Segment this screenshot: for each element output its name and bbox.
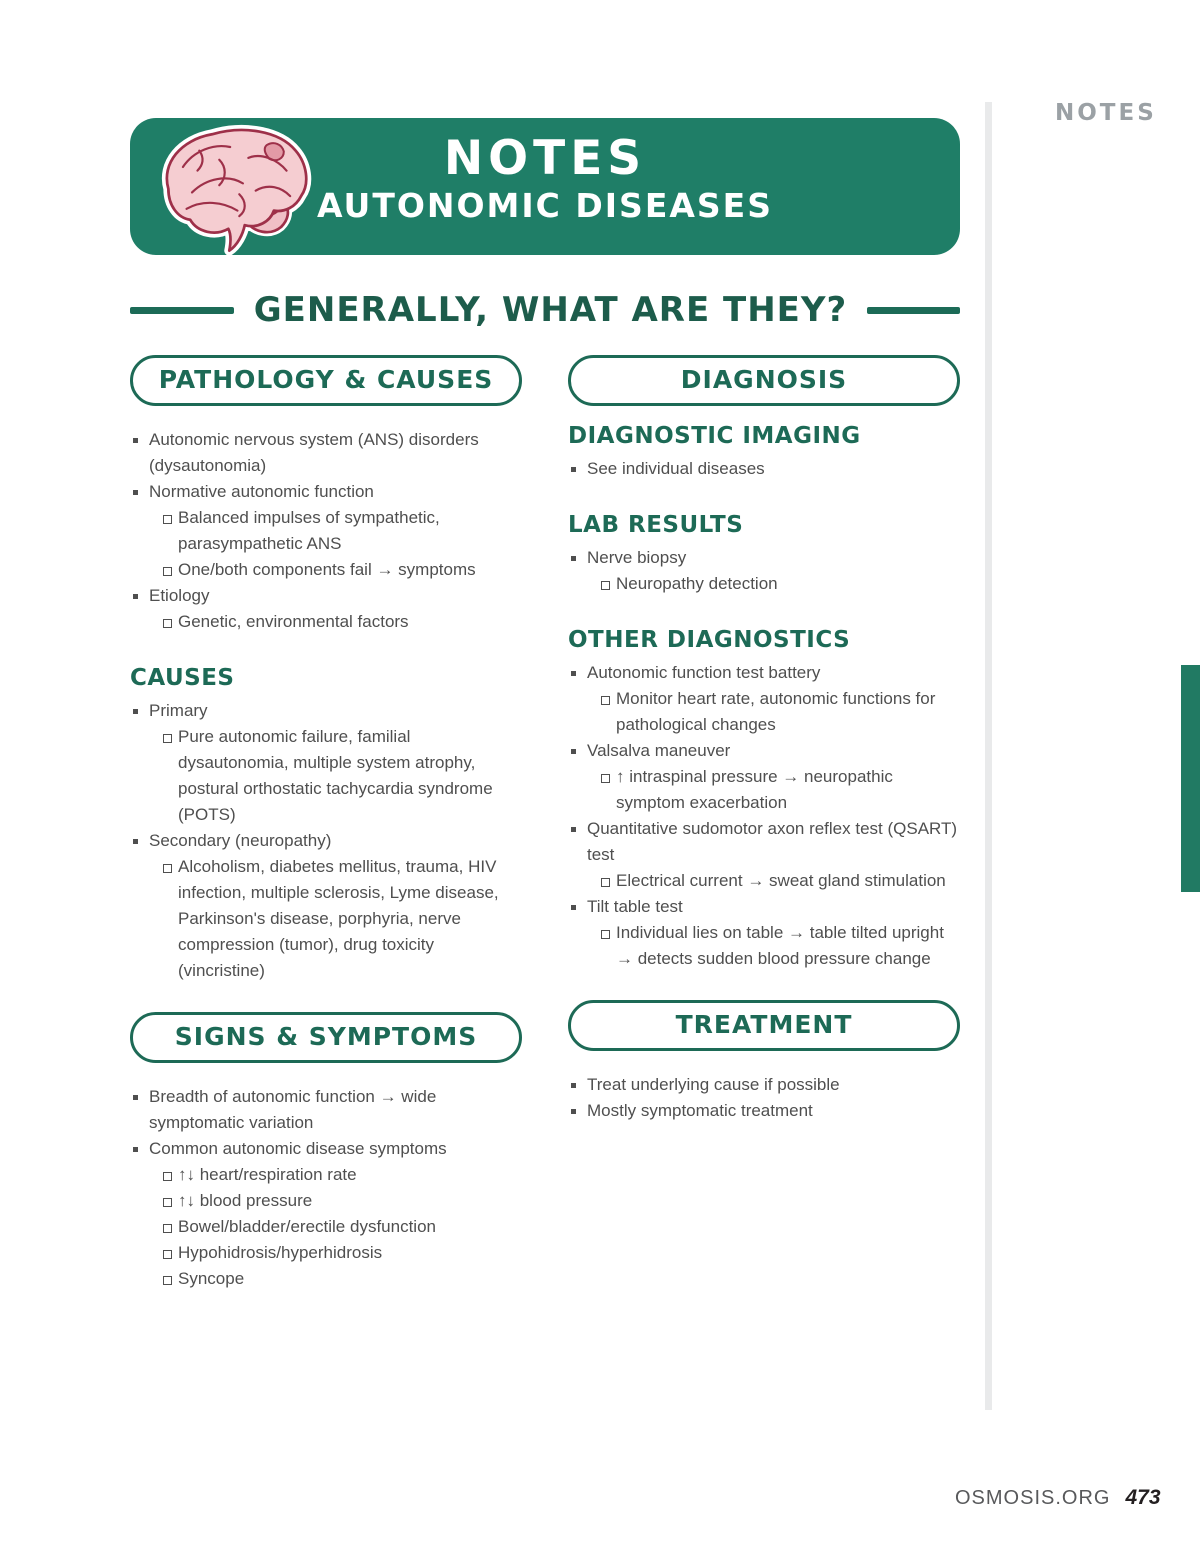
right-column [568, 355, 960, 1292]
list-item: ↑↓ blood pressure [130, 1188, 522, 1214]
list-item: Genetic, environmental factors [130, 609, 522, 635]
list-item: Primary [130, 698, 522, 724]
banner-subtitle: AUTONOMIC DISEASES [317, 186, 773, 226]
heading-rule-right [867, 307, 960, 314]
treatment-header: TREATMENT [568, 1000, 960, 1051]
causes-list [130, 698, 522, 984]
list-item: ↑↓ heart/respiration rate [130, 1162, 522, 1188]
list-item: Quantitative sudomotor axon reflex test (QSART) test [568, 816, 960, 868]
list-item: Valsalva maneuver [568, 738, 960, 764]
notes-banner [130, 118, 960, 255]
list-item: Autonomic nervous system (ANS) disorders (dysautonomia) [130, 427, 522, 479]
list-item: Etiology [130, 583, 522, 609]
list-item: Secondary (neuropathy) [130, 828, 522, 854]
diagnosis-header: DIAGNOSIS [568, 355, 960, 406]
pathology-causes-header: PATHOLOGY & CAUSES [130, 355, 522, 406]
causes-subheader: CAUSES [130, 665, 235, 691]
list-item: Nerve biopsy [568, 545, 960, 571]
list-item: Autonomic function test battery [568, 660, 960, 686]
signs-symptoms-list [130, 1084, 522, 1292]
list-item: Normative autonomic function [130, 479, 522, 505]
list-item: Balanced impulses of sympathetic, parasympathetic ANS [130, 505, 522, 557]
footer-page-number: 473 [1125, 1486, 1161, 1509]
banner-text [130, 131, 960, 226]
section-tab-marker [1181, 665, 1200, 892]
list-item: Bowel/bladder/erectile dysfunction [130, 1214, 522, 1240]
list-item: Individual lies on table → table tilted upright → detects sudden blood pressure change [568, 920, 960, 972]
list-item: Monitor heart rate, autonomic functions for pathological changes [568, 686, 960, 738]
other-diagnostics-subheader: OTHER DIAGNOSTICS [568, 627, 851, 653]
list-item: Tilt table test [568, 894, 960, 920]
left-column [130, 355, 522, 1292]
footer-site-name: OSMOSIS.ORG [955, 1487, 1111, 1509]
list-item: Mostly symptomatic treatment [568, 1098, 960, 1124]
lab-results-subheader: LAB RESULTS [568, 512, 744, 538]
columns [130, 355, 960, 1292]
heading-rule-left [130, 307, 234, 314]
list-item: Hypohidrosis/hyperhidrosis [130, 1240, 522, 1266]
signs-symptoms-header: SIGNS & SYMPTOMS [130, 1012, 522, 1063]
list-item: See individual diseases [568, 456, 960, 482]
list-item: Neuropathy detection [568, 571, 960, 597]
lab-results-list [568, 545, 960, 597]
footer [955, 1486, 1161, 1510]
diagnostic-imaging-list [568, 456, 960, 482]
page-content [130, 118, 960, 1292]
list-item: Treat underlying cause if possible [568, 1072, 960, 1098]
section-heading [130, 290, 960, 330]
section-title: GENERALLY, WHAT ARE THEY? [253, 290, 848, 330]
other-diagnostics-list [568, 660, 960, 972]
margin-divider-line [985, 102, 992, 1410]
pathology-causes-list [130, 427, 522, 635]
list-item: Pure autonomic failure, familial dysautonomia, multiple system atrophy, postural orthostatic tachycardia syndrome (POTS) [130, 724, 522, 828]
page-corner-label: NOTES [1055, 100, 1157, 126]
banner-title: NOTES [443, 131, 647, 186]
treatment-list [568, 1072, 960, 1124]
list-item: Common autonomic disease symptoms [130, 1136, 522, 1162]
list-item: Syncope [130, 1266, 522, 1292]
diagnostic-imaging-subheader: DIAGNOSTIC IMAGING [568, 423, 861, 449]
list-item: Breadth of autonomic function → wide symptomatic variation [130, 1084, 522, 1136]
list-item: One/both components fail → symptoms [130, 557, 522, 583]
list-item: ↑ intraspinal pressure → neuropathic symptom exacerbation [568, 764, 960, 816]
list-item: Electrical current → sweat gland stimulation [568, 868, 960, 894]
list-item: Alcoholism, diabetes mellitus, trauma, HIV infection, multiple sclerosis, Lyme disease, Parkinson's disease, porphyria, nerve compression (tumor), drug toxicity (vincristine) [130, 854, 522, 984]
